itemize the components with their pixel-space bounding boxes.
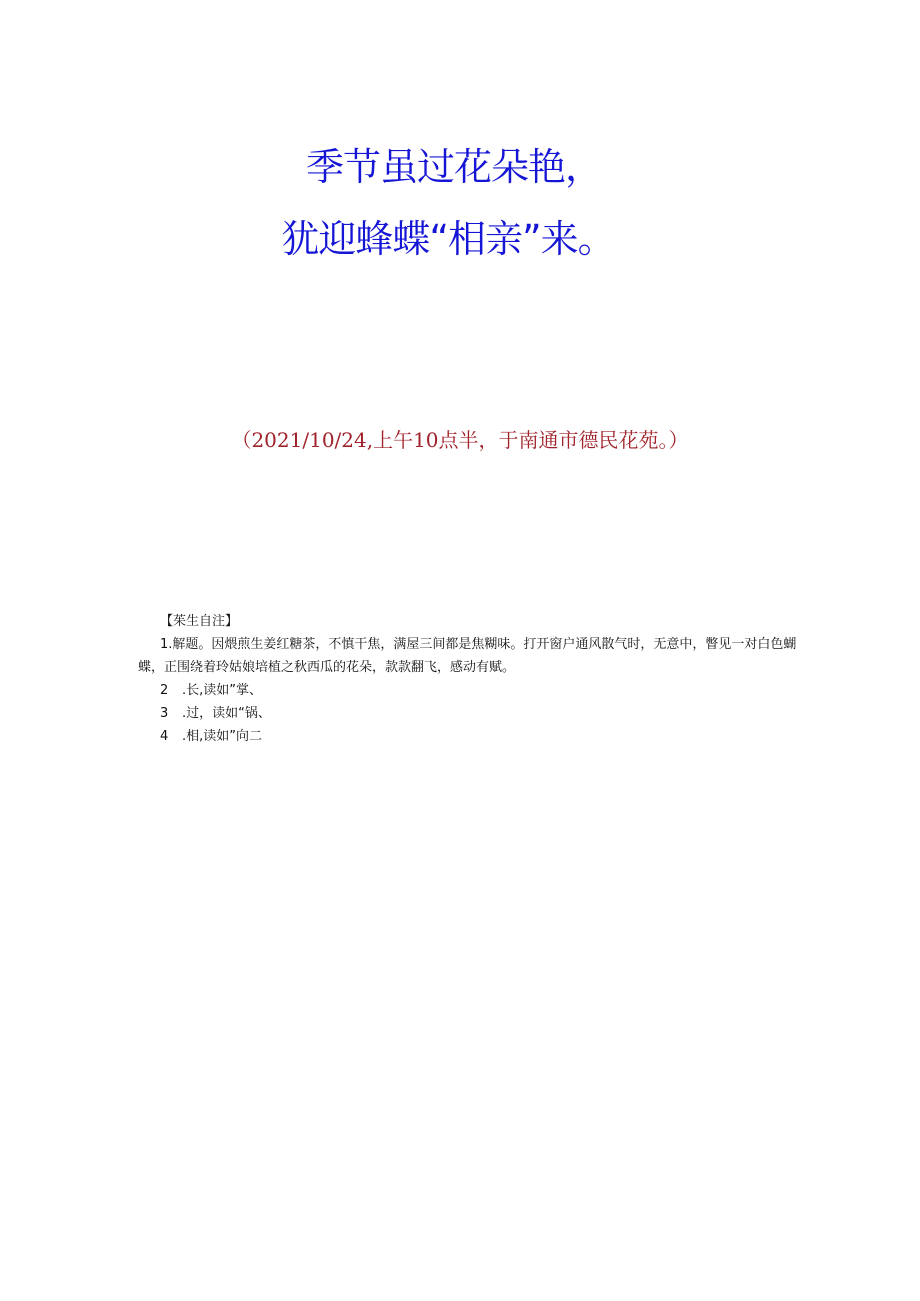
note-item [138,702,798,725]
notes-heading: 【茱生自注】 [160,614,239,629]
poem-line-1: 季节虽过花朵艳， [305,145,602,189]
author-notes [138,610,798,748]
note-text: .长,读如”掌、 [182,683,262,698]
note-number: 4 [160,729,169,744]
note-paragraph: 1.解题。因煨煎生姜红糖茶，不慎干焦，满屋三间都是焦糊味。打开窗户通风散气时，无意中，瞥见一对白色蝴蝶，正围绕着玲姑娘培植之秋西瓜的花朵，款款翻飞，感动有赋。 [138,637,797,675]
note-item [138,679,798,702]
note-number: 2 [160,683,169,698]
date-location-caption: （2021/10/24,上午10点半，于南通市德民花苑。） [231,428,689,452]
note-text: .相,读如”向二 [182,729,262,744]
note-item [138,725,798,748]
note-text: .过，读如“锅、 [182,706,271,721]
poem-line-2: 犹迎蜂蝶“相亲”来。 [281,217,615,261]
note-number: 3 [160,706,169,721]
